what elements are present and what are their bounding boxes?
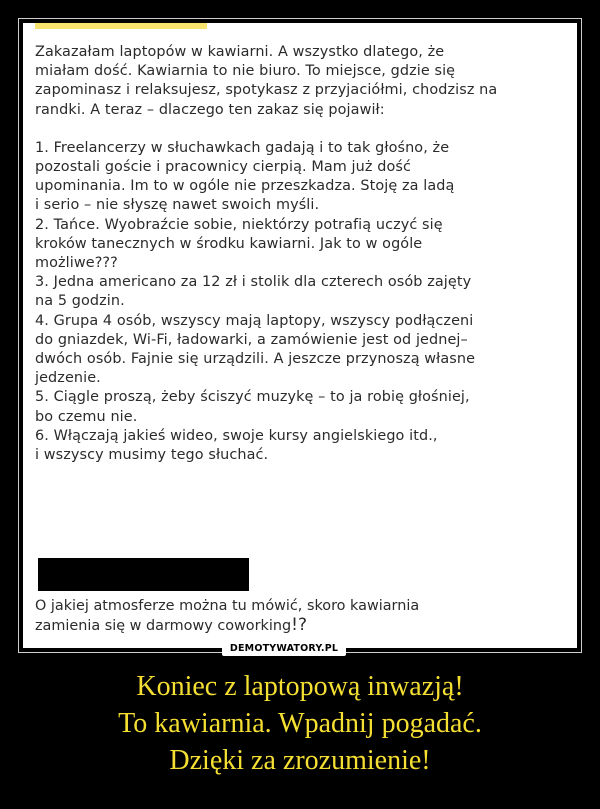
post-screenshot — [23, 23, 577, 648]
post-intro: Zakazałam laptopów w kawiarni. A wszystko dlatego, że miałam dość. Kawiarnia to nie biuro. To miejsce, gdzie się zapominasz i relaksujesz, spotykasz z przyjaciółmi, chodzisz na randki. A teraz – dlaczego ten zakaz się pojawił: — [35, 44, 498, 118]
list-item: 2. Tańce. Wyobraźcie sobie, niektórzy potrafią uczyć się kroków tanecznych w środku kawiarni. Jak to w ogóle możliwe??? — [35, 216, 443, 272]
caption-line-2: To kawiarnia. Wpadnij pogadać. — [118, 708, 482, 739]
closing-text: O jakiej atmosferze można tu mówić, skoro kawiarnia zamienia się w darmowy coworking — [35, 598, 420, 635]
highlight-bar — [35, 23, 207, 29]
list-item: 5. Ciągle proszą, żeby ściszyć muzykę – to ja robię głośniej, bo czemu nie. — [35, 389, 470, 425]
watermark: DEMOTYWATORY.PL — [222, 642, 346, 656]
post-closing — [35, 597, 575, 636]
list-item: 1. Freelancerzy w słuchawkach gadają i to tak głośno, że pozostali goście i pracownicy cierpią. Mam już dość upominania. Im to w ogóle nie przeszkadza. Stoję za ladą i serio – nie słyszę nawet swoich myśli. — [35, 139, 455, 214]
post-text — [35, 43, 583, 465]
list-item: 6. Włączają jakieś wideo, swoje kursy angielskiego itd., i wszyscy musimy tego słuchać. — [35, 427, 438, 464]
list-item: 4. Grupa 4 osób, wszyscy mają laptopy, wszyscy podłączeni do gniazdek, Wi-Fi, ładowarki, a zamówienie jest od jednej– dwóch osób. Fajnie się urządzili. A jeszcze przynoszą własne jedzenie. — [35, 312, 476, 387]
caption-line-1: Koniec z laptopową inwazją! — [136, 671, 464, 702]
closing-punctuation: !? — [291, 615, 307, 636]
caption — [0, 668, 600, 779]
demotivator-frame — [18, 18, 582, 653]
list-item: 3. Jedna americano za 12 zł i stolik dla czterech osób zajęty na 5 godzin. — [35, 274, 472, 310]
caption-line-3: Dzięki za zrozumienie! — [169, 745, 431, 776]
redacted-block — [38, 558, 249, 591]
